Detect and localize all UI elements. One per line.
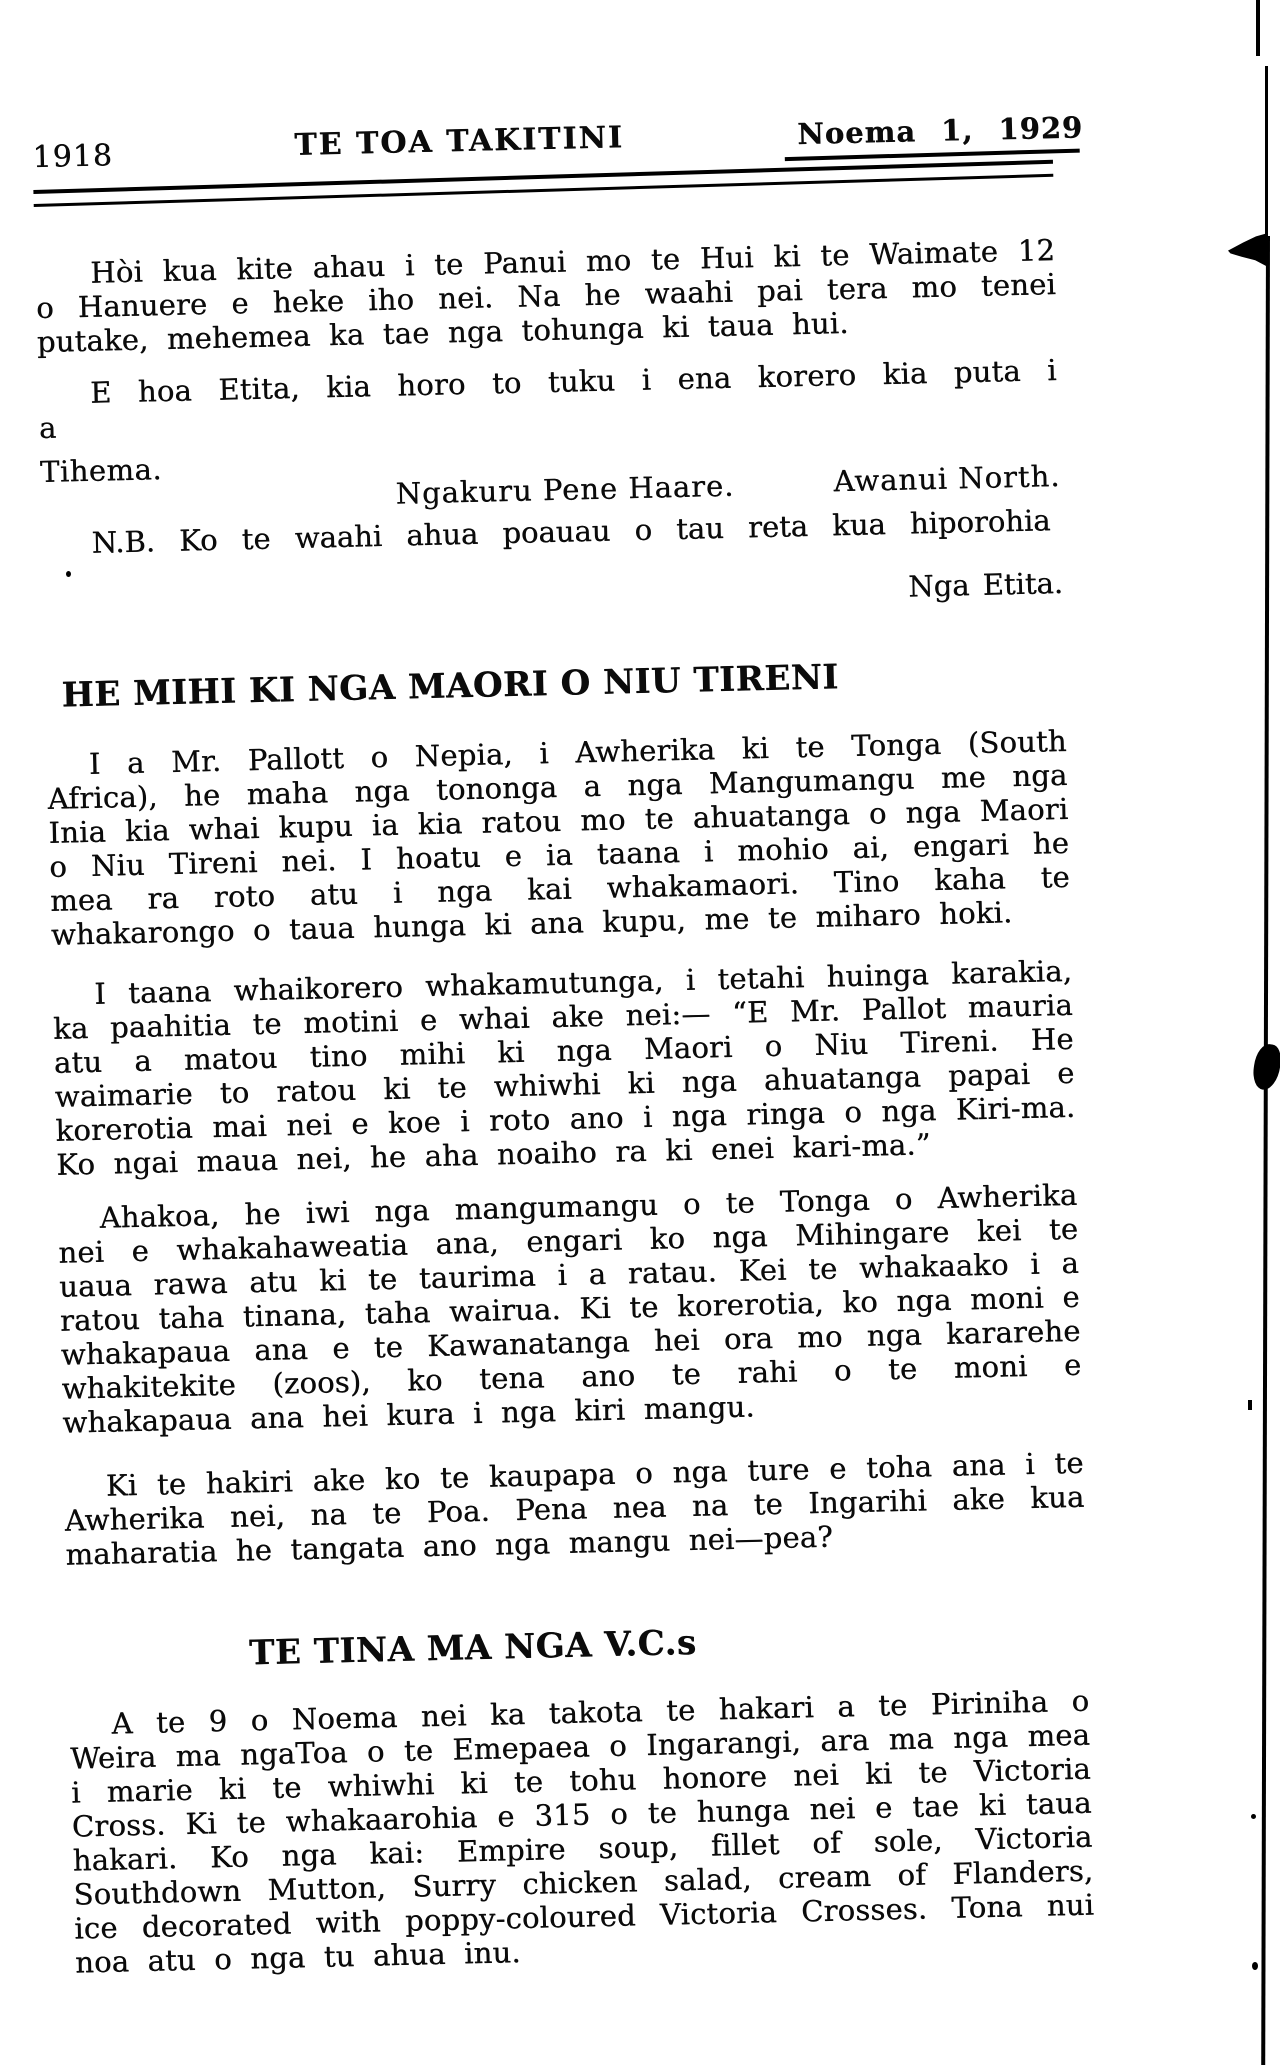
tina-paragraph-1: A te 9 o Noema nei ka takota te hakari a te Piriniha o Weira ma ngaToa o te Emepaea o Ingarangi, ara ma nga mea i marie ki te whiwhi ki te tohu honore nei ki te Victoria Cross. Ki te whakaarohia e 315 o te hunga nei e tae ki taua hakari. Ko nga kai: Empire soup, fillet of sole, Victoria Southdown Mutton, Surry chicken salad, cream of Flanders, ice decorated with poppy-coloured Victoria Crosses. Tona nui noa atu o nga tu ahua inu. (69, 1683, 1095, 1980)
issue-date: Noema 1, 1929 (796, 110, 1084, 152)
scan-speck (1252, 1962, 1258, 1970)
mihi-paragraph-1: I a Mr. Pallott o Nepia, i Awherika ki te Tonga (South Africa), he maha nga tononga a nga Mangumangu me nga Inia kia whai kupu ia kia ratou mo te ahuatanga o nga Maori o Niu Tireni nei. I hoatu e ia taana i mohio ai, engari he mea ra roto atu i nga kai whakamaori. Tino kaha te whakarongo o taua hunga ki ana kupu, me te miharo hoki. (47, 723, 1071, 952)
scan-speck (66, 571, 71, 577)
letter-paragraph-2: E hoa Etita, kia horo to tuku i ena korero kia puta i a (38, 352, 1058, 445)
postscript-note: N.B. Ko te waahi ahua poauau o tau reta kua hiporohia (91, 503, 1051, 560)
letter-paragraph-1: Hòi kua kite ahau i te Panui mo te Hui ki te Waimate 12 o Hanuere e heke iho nei. Na he waahi pai tera mo tenei putake, mehemea ka tae nga tohunga ki taua hui. (35, 232, 1057, 359)
page-number: 1918 (32, 138, 114, 176)
mihi-paragraph-3: Ahakoa, he iwi nga mangumangu o te Tonga o Awherika nei e whakahaweatia ana, engari ko nga Mihingare kei te uaua rawa atu ki te taurima i a ratau. Kei te whakaako i a ratou taha tinana, taha wairua. Ki te korerotia, ko nga moni e whakapaua ana e te Kawanatanga hei ora mo nga kararehe whakitekite (zoos), ko tena ano te rahi o te moni e whakapaua ana hei kura i nga kiri mangu. (57, 1177, 1082, 1440)
scan-speck (1251, 1814, 1256, 1819)
letter-paragraph-2-carry: Tihema. (39, 452, 163, 489)
mihi-paragraph-2: I taana whaikorero whakamutunga, i tetahi huinga karakia, ka paahitia te motini e whai ake nei:— “E Mr. Pallot mauria atu a matou tino mihi ki nga Maori o Niu Tireni. He waimarie to ratou ki te whiwhi ki nga ahuatanga papai e korerotia mai nei e koe i roto ano i nga ringa o nga Kiri-ma. Ko ngai maua nei, he aha noaiho ra ki enei kari-ma.” (52, 953, 1076, 1182)
signature-name: Ngakuru Pene Haare. (395, 468, 735, 511)
scan-ink-blot (1251, 1042, 1280, 1091)
article-heading-mihi: HE MIHI KI NGA MAORI O NIU TIRENI (61, 657, 840, 716)
page-content (29, 0, 1095, 1980)
scan-gutter-line-top (1256, 0, 1260, 56)
date-underline-rule (785, 149, 1080, 161)
scan-gutter-line-upper (1265, 66, 1268, 236)
article-heading-tina: TE TINA MA NGA V.C.s (248, 1622, 697, 1674)
signature-place: Awanui North. (833, 458, 1061, 499)
scan-gutter-line-main (1261, 236, 1270, 2065)
scan-ink-blot-arrow (1228, 233, 1268, 267)
scan-speck (1248, 1400, 1252, 1410)
masthead-title: TE TOA TAKITINI (293, 120, 625, 163)
postscript-signoff: Nga Etita. (907, 565, 1064, 604)
mihi-paragraph-4: Ki te hakiri ake ko te kaupapa o nga ture e toha ana i te Awherika nei, na te Poa. Pena nea na te Ingarihi ake kua maharatia he tangata ano nga mangu nei—pea? (64, 1445, 1085, 1572)
